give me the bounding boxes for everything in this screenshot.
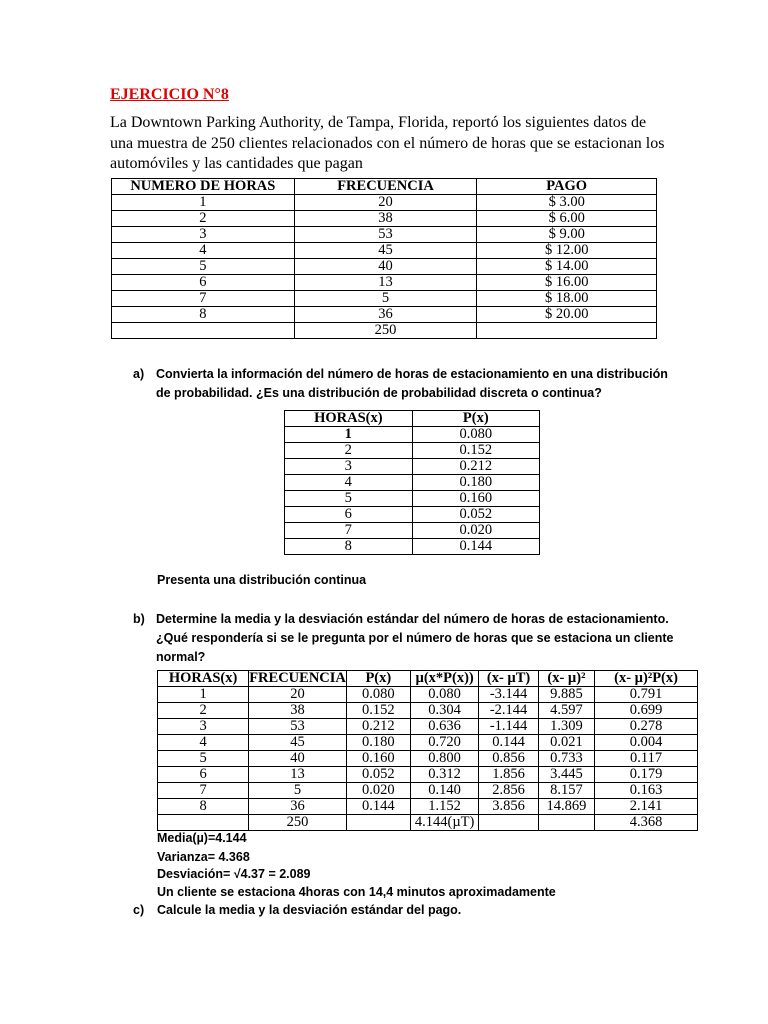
table-row (112, 291, 657, 307)
table-cell: 5 (285, 491, 413, 507)
table-cell: 8 (158, 799, 249, 815)
table-row (112, 227, 657, 243)
header-cell: (x- µ)²P(x) (595, 671, 698, 687)
table-body (285, 427, 540, 555)
table-row (285, 459, 540, 475)
table-cell: 4 (112, 243, 295, 259)
table-cell (346, 815, 410, 831)
header-cell: P(x) (412, 411, 539, 427)
table-cell: 1 (158, 687, 249, 703)
table-cell: $ 20.00 (477, 307, 657, 323)
table-cell: 0.144 (479, 735, 538, 751)
table-cell: 8 (112, 307, 295, 323)
table-cell: 3 (158, 719, 249, 735)
table-cell: 6 (285, 507, 413, 523)
table-cell: $ 18.00 (477, 291, 657, 307)
table-cell: 0.791 (595, 687, 698, 703)
table-cell: 0.144 (412, 539, 539, 555)
statistics-table (157, 670, 698, 831)
table-body (158, 687, 698, 831)
header-cell: P(x) (346, 671, 410, 687)
question-a-text: Convierta la información del número de horas de estacionamiento en una distribución de probabilidad. ¿Es una distribución de probabilidad discreta o continua? (156, 367, 668, 400)
exercise-title: EJERCICIO N°8 (110, 86, 229, 103)
table-cell: 0.144 (346, 799, 410, 815)
parking-data-table (111, 178, 657, 339)
probability-table (284, 410, 540, 555)
table-cell: 0.080 (410, 687, 479, 703)
table-header-row (158, 671, 698, 687)
table-cell: 1 (285, 427, 413, 443)
table-row (112, 275, 657, 291)
question-b-text: Determine la media y la desviación estándar del número de horas de estacionamiento. ¿Qué respondería si se le pregunta por el número de horas que se estaciona un cliente normal? (156, 612, 674, 664)
table-row (112, 195, 657, 211)
table-cell: 7 (158, 783, 249, 799)
table-cell: 20 (294, 195, 477, 211)
table-cell: 5 (294, 291, 477, 307)
table-cell: 0.720 (410, 735, 479, 751)
table-row (158, 703, 698, 719)
table-cell: 0.212 (412, 459, 539, 475)
answer-b-conclusion: Un cliente se estaciona 4horas con 14,4 minutos aproximadamente (157, 885, 556, 899)
table-row (285, 491, 540, 507)
header-cell: PAGO (477, 179, 657, 195)
table-cell: 0.021 (538, 735, 594, 751)
table-cell: -3.144 (479, 687, 538, 703)
table-cell: 0.080 (346, 687, 410, 703)
table-cell: 2.141 (595, 799, 698, 815)
table-cell: 5 (112, 259, 295, 275)
table-cell: 2.856 (479, 783, 538, 799)
table-cell: 0.052 (346, 767, 410, 783)
table-cell (158, 815, 249, 831)
table-cell: 40 (294, 259, 477, 275)
table-cell: 2 (158, 703, 249, 719)
table-cell: 40 (249, 751, 347, 767)
table-cell: $ 6.00 (477, 211, 657, 227)
header-cell: FRECUENCIA (294, 179, 477, 195)
table-row (285, 475, 540, 491)
header-cell: (x- µ)² (538, 671, 594, 687)
table-cell: 3.856 (479, 799, 538, 815)
table-cell: 0.278 (595, 719, 698, 735)
table-cell: 4 (285, 475, 413, 491)
table-cell: 6 (158, 767, 249, 783)
question-c-text: Calcule la media y la desviación estándar del pago. (157, 903, 462, 917)
table-cell: 4.597 (538, 703, 594, 719)
table-cell: 0.020 (346, 783, 410, 799)
table-cell: 9.885 (538, 687, 594, 703)
table-header-row (285, 411, 540, 427)
table-row (285, 427, 540, 443)
table-row (112, 307, 657, 323)
table-row (158, 815, 698, 831)
header-cell: HORAS(x) (158, 671, 249, 687)
table-cell: 0.212 (346, 719, 410, 735)
table-cell: 13 (249, 767, 347, 783)
table-cell: 0.800 (410, 751, 479, 767)
header-cell: (x- µT) (479, 671, 538, 687)
table-cell: 45 (249, 735, 347, 751)
table-body (112, 195, 657, 339)
table-cell: 4.144(µT) (410, 815, 479, 831)
table-cell: 20 (249, 687, 347, 703)
table-cell: 36 (249, 799, 347, 815)
table-cell: 1.309 (538, 719, 594, 735)
table-row (158, 783, 698, 799)
table-row (112, 323, 657, 339)
table-cell: 0.180 (412, 475, 539, 491)
table-cell: 0.117 (595, 751, 698, 767)
answer-a: Presenta una distribución continua (157, 573, 367, 587)
table-cell: 1.152 (410, 799, 479, 815)
table-cell: 0.052 (412, 507, 539, 523)
table-cell: 0.699 (595, 703, 698, 719)
table-cell: 0.636 (410, 719, 479, 735)
table-row (285, 523, 540, 539)
table-cell: $ 16.00 (477, 275, 657, 291)
table-cell: 7 (112, 291, 295, 307)
table-cell: $ 9.00 (477, 227, 657, 243)
header-cell: NUMERO DE HORAS (112, 179, 295, 195)
table-cell: 5 (158, 751, 249, 767)
table-cell: 0.004 (595, 735, 698, 751)
table-row (158, 735, 698, 751)
table-cell (477, 323, 657, 339)
table-cell: $ 12.00 (477, 243, 657, 259)
table-cell: 7 (285, 523, 413, 539)
table-cell: 3 (112, 227, 295, 243)
table-cell: 0.152 (412, 443, 539, 459)
table-row (112, 211, 657, 227)
table-cell: 13 (294, 275, 477, 291)
answer-b-desviacion: Desviación= √4.37 = 2.089 (157, 867, 311, 881)
table-cell: 2 (285, 443, 413, 459)
table-cell: 0.152 (346, 703, 410, 719)
table-cell: 3.445 (538, 767, 594, 783)
table-cell: 36 (294, 307, 477, 323)
header-cell: FRECUENCIA (249, 670, 346, 686)
table-cell: 53 (249, 719, 347, 735)
table-cell: 0.180 (346, 735, 410, 751)
table-cell: 8.157 (538, 783, 594, 799)
table-row (112, 243, 657, 259)
table-cell: -1.144 (479, 719, 538, 735)
table-cell: 0.856 (479, 751, 538, 767)
table-row (112, 259, 657, 275)
table-cell: 0.733 (538, 751, 594, 767)
table-cell: -2.144 (479, 703, 538, 719)
table-cell: 2 (112, 211, 295, 227)
table-row (158, 751, 698, 767)
table-cell: 4.368 (595, 815, 698, 831)
table-cell: 38 (294, 211, 477, 227)
table-header-row (112, 179, 657, 195)
table-cell: 250 (249, 815, 347, 831)
table-row (158, 719, 698, 735)
table-cell: 4 (158, 735, 249, 751)
table-row (285, 507, 540, 523)
table-cell: 250 (294, 323, 477, 339)
table-cell: 1.856 (479, 767, 538, 783)
header-cell: HORAS(x) (285, 411, 413, 427)
table-cell: 0.160 (346, 751, 410, 767)
table-row (285, 539, 540, 555)
table-cell: 38 (249, 703, 347, 719)
table-cell: 1 (112, 195, 295, 211)
question-b-label: b) (133, 612, 145, 626)
table-cell: 0.020 (412, 523, 539, 539)
table-cell: 3 (285, 459, 413, 475)
answer-b-varianza: Varianza= 4.368 (157, 850, 250, 864)
table-row (158, 767, 698, 783)
table-cell (538, 815, 594, 831)
table-cell: $ 14.00 (477, 259, 657, 275)
header-cell: µ(x*P(x)) (410, 671, 479, 687)
table-cell (479, 815, 538, 831)
question-a-label: a) (133, 367, 145, 381)
intro-paragraph: La Downtown Parking Authority, de Tampa, Florida, reportó los siguientes datos de una muestra de 250 clientes relacionados con el número de horas que se estacionan los automóviles y las cantidades que pagan (110, 114, 665, 172)
table-row (158, 687, 698, 703)
table-cell: 14.869 (538, 799, 594, 815)
table-cell: 5 (249, 783, 347, 799)
table-cell (112, 323, 295, 339)
question-c-label: c) (133, 903, 145, 917)
table-cell: 0.179 (595, 767, 698, 783)
table-row (285, 443, 540, 459)
table-cell: 0.312 (410, 767, 479, 783)
table-row (158, 799, 698, 815)
table-cell: 6 (112, 275, 295, 291)
table-cell: 8 (285, 539, 413, 555)
table-cell: 0.163 (595, 783, 698, 799)
answer-b-media: Media(µ)=4.144 (157, 831, 247, 845)
table-cell: $ 3.00 (477, 195, 657, 211)
table-cell: 0.140 (410, 783, 479, 799)
table-cell: 45 (294, 243, 477, 259)
table-cell: 0.304 (410, 703, 479, 719)
table-cell: 0.080 (412, 427, 539, 443)
table-cell: 53 (294, 227, 477, 243)
table-cell: 0.160 (412, 491, 539, 507)
